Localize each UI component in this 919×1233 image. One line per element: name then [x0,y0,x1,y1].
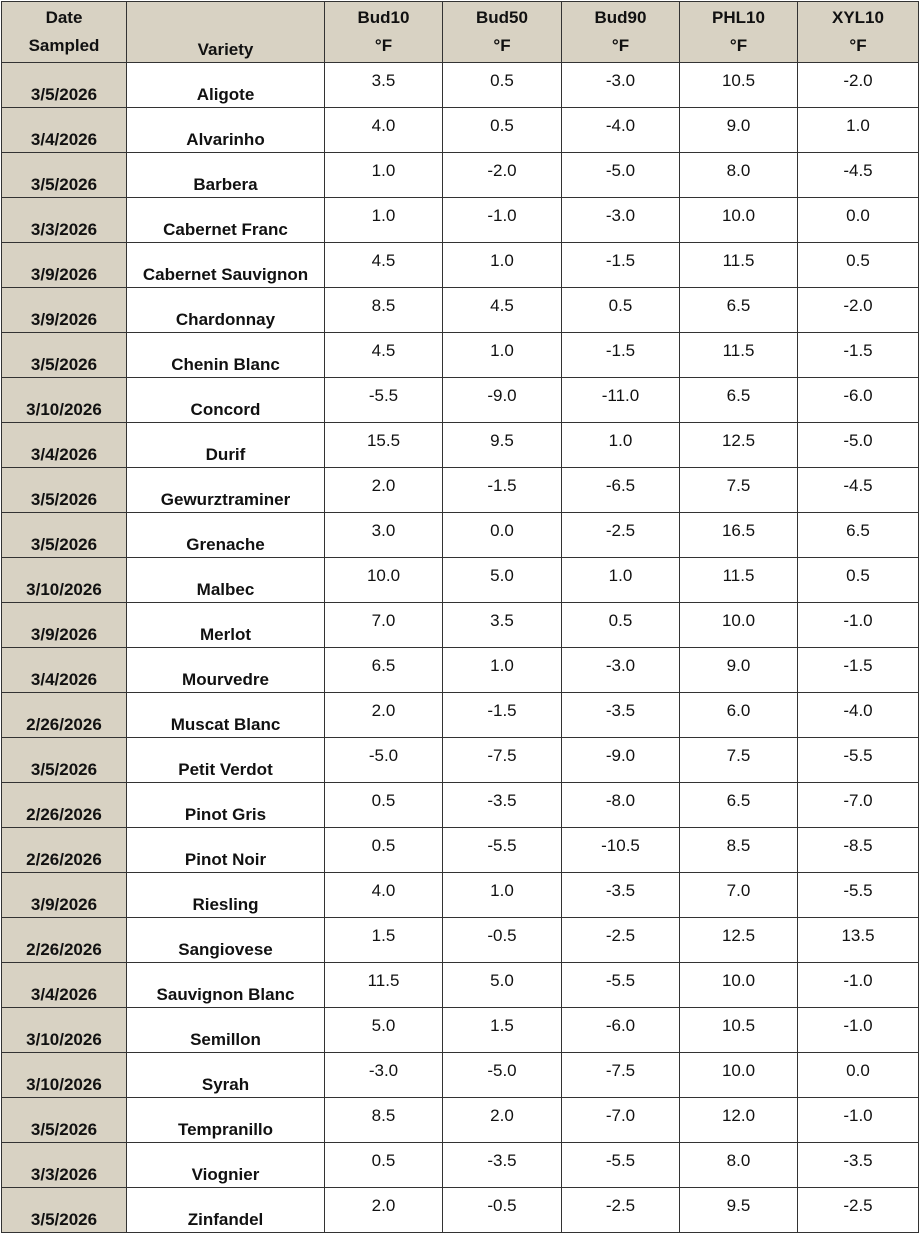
table-row [2,423,919,468]
table-row [2,783,919,828]
table-row [2,558,919,603]
xyl10-header [798,2,919,63]
xyl10-cell: -4.5 [798,468,919,513]
date-sampled-cell: 3/4/2026 [2,423,127,468]
variety-cell: Cabernet Franc [127,198,325,243]
column-name: Bud90 [594,8,647,27]
bud90-cell: -3.0 [562,198,680,243]
bud90-cell: -5.0 [562,153,680,198]
bud10-cell: 7.0 [325,603,443,648]
variety-cell: Durif [127,423,325,468]
variety-header: Variety [127,2,325,63]
xyl10-cell: -5.5 [798,738,919,783]
bud50-cell: -3.5 [443,783,562,828]
table-row [2,918,919,963]
bud90-cell: -7.0 [562,1098,680,1143]
variety-cell: Petit Verdot [127,738,325,783]
xyl10-cell: -6.0 [798,378,919,423]
variety-cell: Pinot Noir [127,828,325,873]
bud90-cell: -7.5 [562,1053,680,1098]
table-row [2,153,919,198]
bud10-cell: 11.5 [325,963,443,1008]
date-sampled-cell: 3/4/2026 [2,648,127,693]
bud90-cell: -8.0 [562,783,680,828]
phl10-cell: 11.5 [680,333,798,378]
bud10-cell: 0.5 [325,1143,443,1188]
date-sampled-cell: 3/9/2026 [2,873,127,918]
bud90-cell: -3.0 [562,648,680,693]
bud90-cell: -1.5 [562,243,680,288]
date-sampled-cell: 3/5/2026 [2,1188,127,1233]
bud50-cell: -2.0 [443,153,562,198]
bud90-cell: 0.5 [562,603,680,648]
xyl10-cell: -5.0 [798,423,919,468]
variety-cell: Riesling [127,873,325,918]
phl10-cell: 7.5 [680,738,798,783]
bud50-cell: 1.0 [443,333,562,378]
table-row [2,243,919,288]
bud90-cell: -1.5 [562,333,680,378]
date-sampled-cell: 3/3/2026 [2,198,127,243]
date-sampled-cell: 3/5/2026 [2,333,127,378]
bud50-cell: -5.5 [443,828,562,873]
date-header-line-2: Sampled [28,36,100,55]
table-row [2,513,919,558]
bud90-cell: -3.0 [562,63,680,108]
bud10-cell: 5.0 [325,1008,443,1053]
xyl10-cell: 13.5 [798,918,919,963]
table-row [2,1188,919,1233]
bud10-header [325,2,443,63]
xyl10-cell: -5.5 [798,873,919,918]
bud50-cell: 1.0 [443,873,562,918]
phl10-cell: 11.5 [680,243,798,288]
bud10-cell: 4.0 [325,873,443,918]
bud50-cell: 1.0 [443,648,562,693]
xyl10-cell: 6.5 [798,513,919,558]
table-row [2,648,919,693]
xyl10-cell: -1.5 [798,333,919,378]
bud50-cell: 0.5 [443,63,562,108]
date-sampled-cell: 3/5/2026 [2,153,127,198]
phl10-cell: 12.5 [680,918,798,963]
bud10-cell: -5.0 [325,738,443,783]
xyl10-cell: -4.5 [798,153,919,198]
date-sampled-cell: 2/26/2026 [2,783,127,828]
table-row [2,378,919,423]
bud50-cell: 9.5 [443,423,562,468]
bud10-cell: 3.0 [325,513,443,558]
date-sampled-cell: 3/4/2026 [2,963,127,1008]
variety-cell: Chenin Blanc [127,333,325,378]
bud50-cell: -7.5 [443,738,562,783]
table-row [2,1098,919,1143]
variety-cell: Cabernet Sauvignon [127,243,325,288]
xyl10-cell: -1.0 [798,1008,919,1053]
variety-cell: Semillon [127,1008,325,1053]
phl10-cell: 11.5 [680,558,798,603]
table-row [2,828,919,873]
header-row [2,2,919,63]
xyl10-cell: -1.5 [798,648,919,693]
phl10-cell: 6.5 [680,783,798,828]
variety-cell: Sauvignon Blanc [127,963,325,1008]
table-row [2,108,919,153]
column-name: XYL10 [832,8,884,27]
xyl10-cell: -2.5 [798,1188,919,1233]
phl10-header [680,2,798,63]
phl10-cell: 9.0 [680,108,798,153]
phl10-cell: 10.0 [680,1053,798,1098]
table-row [2,738,919,783]
date-sampled-cell: 3/9/2026 [2,603,127,648]
phl10-cell: 6.5 [680,288,798,333]
variety-cell: Tempranillo [127,1098,325,1143]
phl10-cell: 16.5 [680,513,798,558]
variety-cell: Merlot [127,603,325,648]
xyl10-cell: 1.0 [798,108,919,153]
bud10-cell: 4.5 [325,243,443,288]
date-sampled-cell: 2/26/2026 [2,828,127,873]
table-row [2,693,919,738]
phl10-cell: 7.5 [680,468,798,513]
date-sampled-cell: 3/10/2026 [2,1008,127,1053]
date-sampled-cell: 3/5/2026 [2,738,127,783]
table-row [2,1008,919,1053]
variety-cell: Malbec [127,558,325,603]
date-sampled-cell: 3/9/2026 [2,243,127,288]
date-sampled-cell: 3/10/2026 [2,378,127,423]
date-sampled-cell: 3/5/2026 [2,1098,127,1143]
bud50-cell: 0.0 [443,513,562,558]
bud90-header [562,2,680,63]
bud50-cell: 0.5 [443,108,562,153]
column-name: PHL10 [712,8,765,27]
variety-cell: Grenache [127,513,325,558]
date-sampled-cell: 3/10/2026 [2,558,127,603]
bud50-cell: 1.5 [443,1008,562,1053]
bud50-cell: 5.0 [443,558,562,603]
column-name: Bud50 [476,8,528,27]
table-row [2,1053,919,1098]
xyl10-cell: -7.0 [798,783,919,828]
xyl10-cell: 0.0 [798,198,919,243]
variety-cell: Aligote [127,63,325,108]
xyl10-cell: -1.0 [798,1098,919,1143]
table-row [2,63,919,108]
bud90-cell: -6.5 [562,468,680,513]
phl10-cell: 9.5 [680,1188,798,1233]
table-row [2,333,919,378]
phl10-cell: 10.5 [680,63,798,108]
bud50-header [443,2,562,63]
xyl10-cell: 0.0 [798,1053,919,1098]
bud10-cell: 1.0 [325,198,443,243]
bud90-cell: -11.0 [562,378,680,423]
column-unit: °F [729,36,748,55]
column-unit: °F [374,36,393,55]
phl10-cell: 10.0 [680,603,798,648]
bud50-cell: 2.0 [443,1098,562,1143]
bud50-cell: -5.0 [443,1053,562,1098]
bud10-cell: 8.5 [325,288,443,333]
variety-cell: Pinot Gris [127,783,325,828]
date-sampled-cell: 3/4/2026 [2,108,127,153]
phl10-cell: 10.5 [680,1008,798,1053]
bud50-cell: 1.0 [443,243,562,288]
table-row [2,1143,919,1188]
date-sampled-header [2,2,127,63]
date-sampled-cell: 3/5/2026 [2,513,127,558]
bud50-cell: -1.5 [443,693,562,738]
bud90-cell: -6.0 [562,1008,680,1053]
xyl10-cell: -1.0 [798,603,919,648]
bud90-cell: -2.5 [562,1188,680,1233]
bud90-cell: -2.5 [562,918,680,963]
bud50-cell: -1.0 [443,198,562,243]
bud50-cell: 3.5 [443,603,562,648]
table-row [2,603,919,648]
date-header-line-1: Date [45,8,83,27]
bud10-cell: 2.0 [325,1188,443,1233]
bud50-cell: -3.5 [443,1143,562,1188]
bud90-cell: -2.5 [562,513,680,558]
table-row [2,198,919,243]
xyl10-cell: -1.0 [798,963,919,1008]
variety-cell: Syrah [127,1053,325,1098]
bud90-cell: -5.5 [562,963,680,1008]
phl10-cell: 10.0 [680,963,798,1008]
table-row [2,468,919,513]
date-sampled-cell: 2/26/2026 [2,918,127,963]
phl10-cell: 12.5 [680,423,798,468]
xyl10-cell: -8.5 [798,828,919,873]
table-row [2,873,919,918]
xyl10-cell: -4.0 [798,693,919,738]
bud90-cell: -10.5 [562,828,680,873]
variety-cell: Barbera [127,153,325,198]
column-unit: °F [611,36,630,55]
bud50-cell: -1.5 [443,468,562,513]
bud90-cell: -5.5 [562,1143,680,1188]
variety-cell: Alvarinho [127,108,325,153]
bud50-cell: -0.5 [443,1188,562,1233]
phl10-cell: 7.0 [680,873,798,918]
phl10-cell: 8.5 [680,828,798,873]
phl10-cell: 8.0 [680,153,798,198]
phl10-cell: 8.0 [680,1143,798,1188]
bud90-cell: -9.0 [562,738,680,783]
xyl10-cell: -2.0 [798,63,919,108]
bud90-cell: -4.0 [562,108,680,153]
table-body [2,63,919,1233]
bud10-cell: 6.5 [325,648,443,693]
column-unit: °F [493,36,511,55]
bud10-cell: 4.0 [325,108,443,153]
phl10-cell: 10.0 [680,198,798,243]
bud90-cell: 1.0 [562,423,680,468]
bud10-cell: 15.5 [325,423,443,468]
bud90-cell: -3.5 [562,873,680,918]
phl10-cell: 9.0 [680,648,798,693]
date-sampled-cell: 3/9/2026 [2,288,127,333]
bud10-cell: 10.0 [325,558,443,603]
xyl10-cell: -2.0 [798,288,919,333]
bud10-cell: 8.5 [325,1098,443,1143]
variety-cell: Sangiovese [127,918,325,963]
column-name: Bud10 [357,8,410,27]
variety-cell: Zinfandel [127,1188,325,1233]
date-sampled-cell: 3/10/2026 [2,1053,127,1098]
bud50-cell: 5.0 [443,963,562,1008]
variety-cell: Mourvedre [127,648,325,693]
bud10-cell: 1.0 [325,153,443,198]
bud50-cell: 4.5 [443,288,562,333]
date-sampled-cell: 3/5/2026 [2,63,127,108]
column-unit: °F [849,36,867,55]
bud10-cell: -3.0 [325,1053,443,1098]
bud10-cell: 2.0 [325,693,443,738]
variety-cell: Muscat Blanc [127,693,325,738]
bud90-cell: -3.5 [562,693,680,738]
date-sampled-cell: 2/26/2026 [2,693,127,738]
phl10-cell: 6.0 [680,693,798,738]
table-row [2,288,919,333]
bud10-cell: 3.5 [325,63,443,108]
xyl10-cell: 0.5 [798,243,919,288]
bud10-cell: 0.5 [325,783,443,828]
date-sampled-cell: 3/3/2026 [2,1143,127,1188]
variety-cell: Gewurztraminer [127,468,325,513]
bud10-cell: -5.5 [325,378,443,423]
bud90-cell: 0.5 [562,288,680,333]
xyl10-cell: 0.5 [798,558,919,603]
phl10-cell: 6.5 [680,378,798,423]
bud90-cell: 1.0 [562,558,680,603]
table-row [2,963,919,1008]
bud10-cell: 4.5 [325,333,443,378]
bud50-cell: -0.5 [443,918,562,963]
date-sampled-cell: 3/5/2026 [2,468,127,513]
variety-cell: Concord [127,378,325,423]
bud10-cell: 1.5 [325,918,443,963]
xyl10-cell: -3.5 [798,1143,919,1188]
variety-cell: Chardonnay [127,288,325,333]
cold-hardiness-table [1,1,919,1233]
bud10-cell: 2.0 [325,468,443,513]
phl10-cell: 12.0 [680,1098,798,1143]
variety-cell: Viognier [127,1143,325,1188]
bud10-cell: 0.5 [325,828,443,873]
bud50-cell: -9.0 [443,378,562,423]
